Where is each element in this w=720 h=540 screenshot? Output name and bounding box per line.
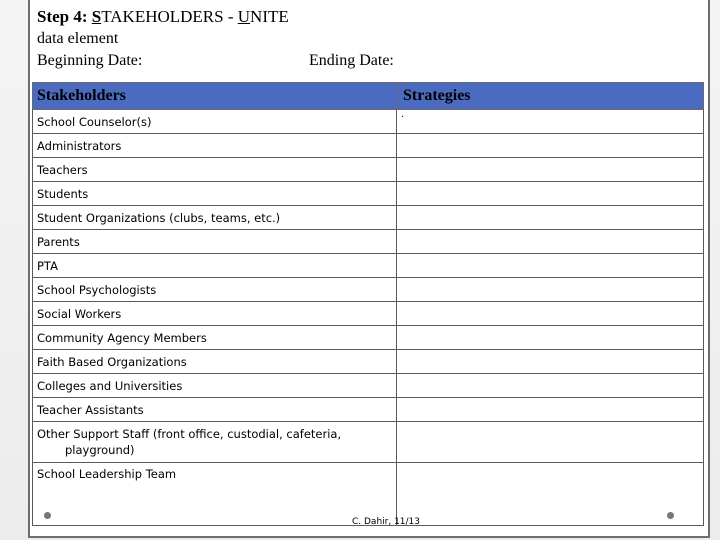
table-row: [33, 182, 704, 206]
bullet-dot-icon: [44, 512, 51, 519]
title-rest: TAKEHOLDERS -: [101, 7, 238, 26]
title-prefix: Step 4:: [37, 7, 92, 26]
stakeholder-line-cont: playground): [65, 443, 135, 457]
strategy-cell[interactable]: [397, 278, 704, 302]
table-row: [33, 254, 704, 278]
table-row: [33, 350, 704, 374]
date-line: [37, 50, 697, 72]
title-end: NITE: [250, 7, 289, 26]
table-row: [33, 326, 704, 350]
worksheet-header: [37, 6, 697, 72]
table-row: [33, 158, 704, 182]
strategy-cell[interactable]: [397, 254, 704, 278]
table-row: [33, 206, 704, 230]
strategy-cell[interactable]: [397, 182, 704, 206]
table-row: [33, 422, 704, 463]
stakeholder-cell: Colleges and Universities: [33, 374, 397, 398]
title-u: U: [237, 7, 251, 26]
stakeholder-cell: School Psychologists: [33, 278, 397, 302]
strategy-cell[interactable]: .: [397, 110, 704, 134]
table-row: [33, 278, 704, 302]
strategy-cell[interactable]: [397, 350, 704, 374]
stakeholder-cell: Administrators: [33, 134, 397, 158]
strategy-cell[interactable]: [397, 374, 704, 398]
title-s: S: [91, 7, 102, 26]
header-strategies: Strategies: [397, 83, 704, 110]
strategy-cell[interactable]: [397, 302, 704, 326]
stakeholder-cell: Students: [33, 182, 397, 206]
beginning-date-label: Beginning Date:: [37, 52, 143, 69]
stakeholder-cell: School Leadership Team: [33, 463, 397, 526]
stakeholder-line: Other Support Staff (front office, custodial, cafeteria,: [37, 427, 342, 441]
stakeholders-table: [32, 82, 704, 526]
table-row: [33, 230, 704, 254]
stakeholder-cell: Community Agency Members: [33, 326, 397, 350]
stakeholder-cell: PTA: [33, 254, 397, 278]
table-row: [33, 398, 704, 422]
table-row: [33, 110, 704, 134]
stakeholder-cell: Student Organizations (clubs, teams, etc.): [33, 206, 397, 230]
strategy-cell[interactable]: [397, 326, 704, 350]
stakeholder-cell: Faith Based Organizations: [33, 350, 397, 374]
table-row: [33, 374, 704, 398]
table-header-row: [33, 83, 704, 110]
stakeholder-cell: Teacher Assistants: [33, 398, 397, 422]
footer-credit: C. Dahir, 11/13: [352, 517, 421, 527]
bullet-dot-icon: [667, 512, 674, 519]
strategy-cell[interactable]: [397, 134, 704, 158]
strategy-cell[interactable]: [397, 463, 704, 526]
ending-date-label: Ending Date:: [309, 52, 394, 69]
stakeholder-cell: Parents: [33, 230, 397, 254]
stakeholder-cell: Social Workers: [33, 302, 397, 326]
strategy-cell[interactable]: [397, 422, 704, 463]
table-row: [33, 134, 704, 158]
header-stakeholders: Stakeholders: [33, 83, 397, 110]
strategy-cell[interactable]: [397, 230, 704, 254]
strategy-cell[interactable]: [397, 206, 704, 230]
strategy-cell[interactable]: [397, 398, 704, 422]
page-title: [37, 6, 697, 28]
stakeholder-cell: [33, 422, 397, 463]
table-row: [33, 302, 704, 326]
stakeholder-cell: School Counselor(s): [33, 110, 397, 134]
subtitle: data element: [37, 30, 119, 47]
stakeholder-cell: Teachers: [33, 158, 397, 182]
strategy-cell[interactable]: [397, 158, 704, 182]
